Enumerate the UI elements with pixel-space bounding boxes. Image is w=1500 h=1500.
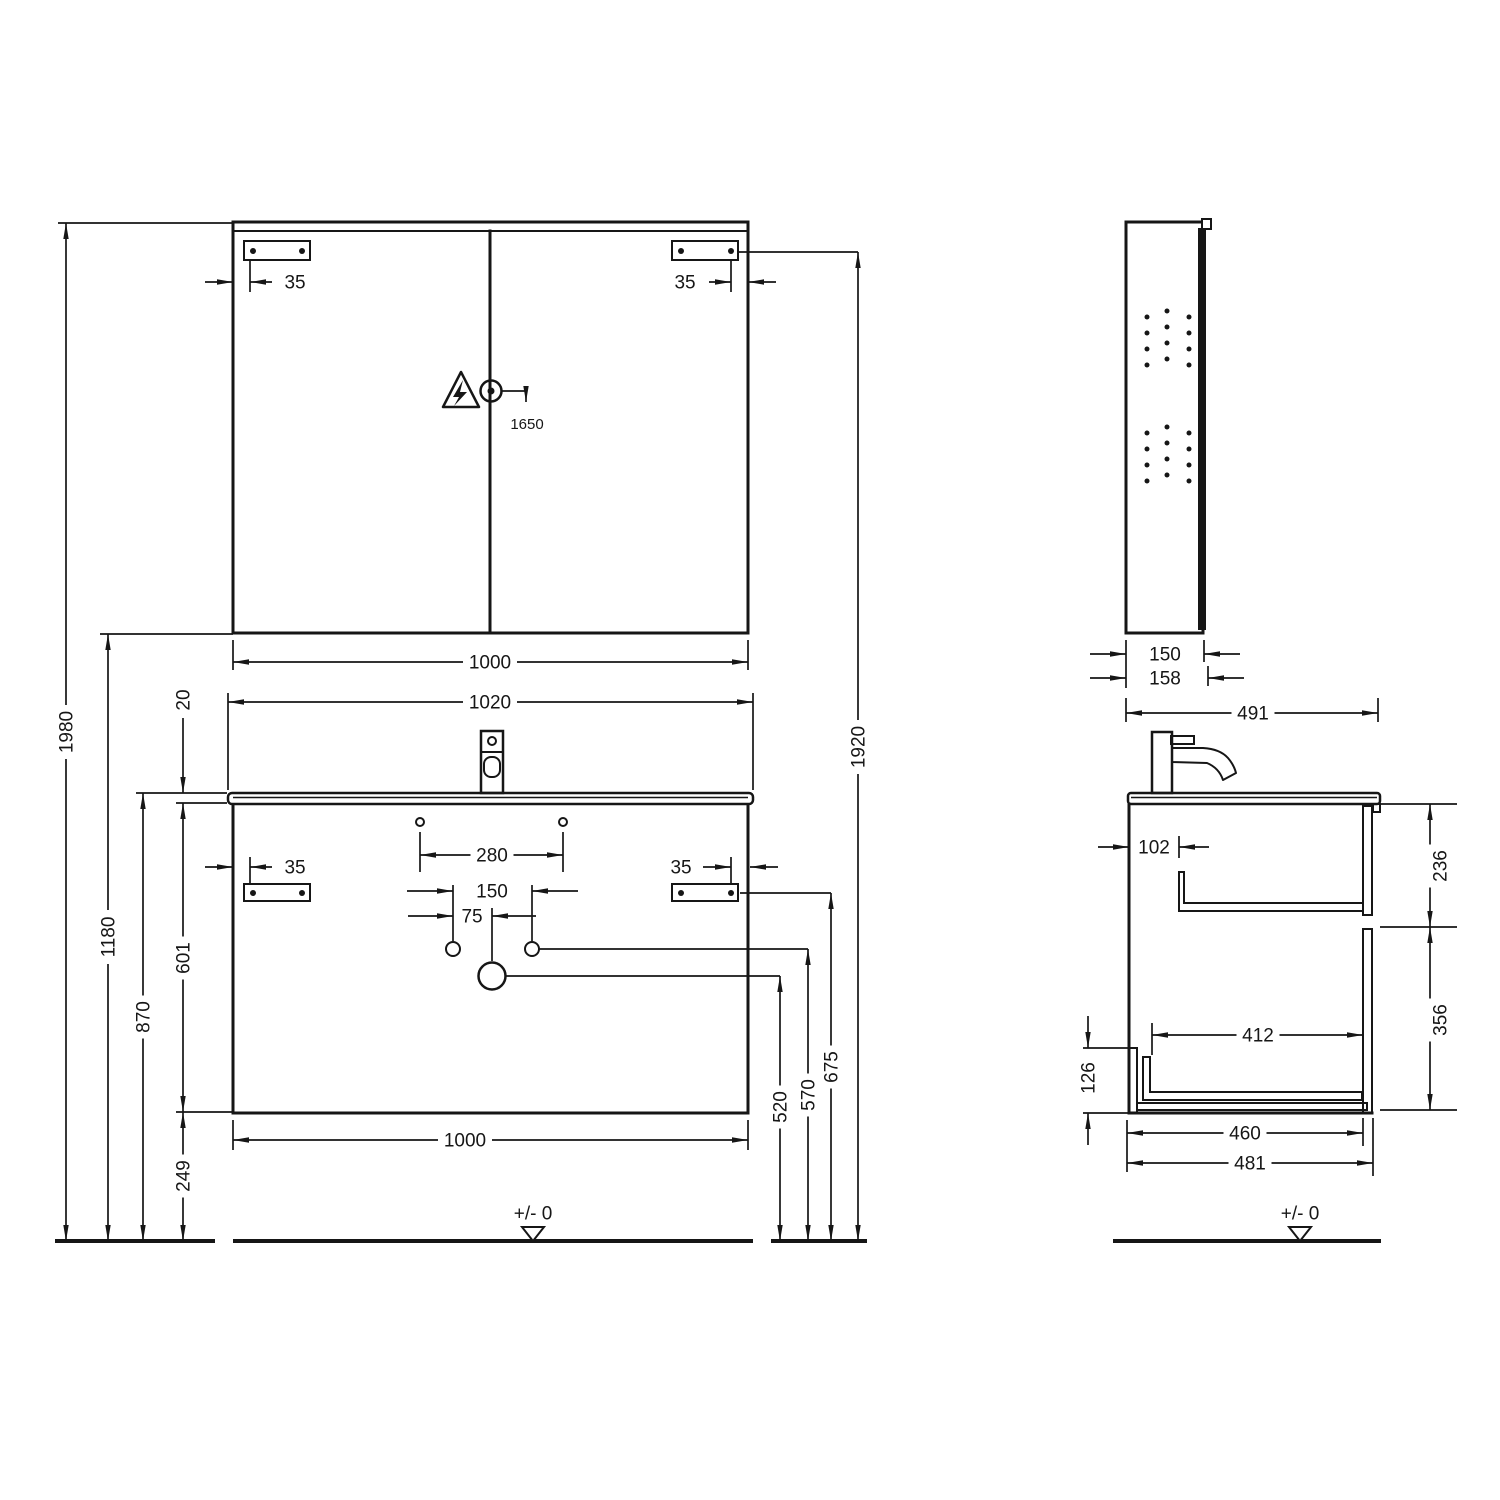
- dim-label-mirror-bracket-left: [279, 271, 311, 294]
- svg-text:280: 280: [476, 845, 508, 867]
- svg-text:1000: 1000: [468, 652, 512, 674]
- svg-text:+/- 0: +/- 0: [513, 1203, 553, 1225]
- dim-label-basin-rim: [172, 684, 195, 716]
- datum-symbol-side: [1289, 1227, 1311, 1241]
- dim-label-mirror-width: [463, 651, 517, 674]
- datum-label-side: [1272, 1202, 1328, 1225]
- svg-text:1020: 1020: [468, 692, 512, 714]
- dim-label-depth-with-front: [1229, 1152, 1272, 1175]
- tap-front: [481, 731, 503, 793]
- dim-label-mirror-bottom-height: [97, 910, 120, 964]
- svg-text:520: 520: [770, 1091, 792, 1123]
- dim-label-mirror-bracket-height: [847, 720, 870, 774]
- svg-text:102: 102: [1138, 837, 1170, 859]
- svg-text:150: 150: [1149, 644, 1181, 666]
- datum-symbol-front: [522, 1227, 544, 1241]
- washbasin-front: [228, 731, 753, 804]
- tap-side: [1152, 732, 1236, 793]
- dim-label-vanity-bracket-left: [279, 856, 311, 879]
- dim-label-supply-height: [797, 1074, 820, 1117]
- dim-label-hole-spacing: [471, 844, 514, 867]
- svg-text:601: 601: [173, 942, 195, 974]
- dim-label-mirror-depth: [1144, 643, 1187, 666]
- svg-text:35: 35: [670, 857, 692, 879]
- svg-text:1920: 1920: [848, 725, 870, 769]
- drain-hole: [479, 963, 506, 990]
- svg-text:570: 570: [798, 1079, 820, 1111]
- dim-label-upper-section: [1429, 845, 1452, 888]
- vanity-side: [1128, 732, 1380, 1113]
- upper-drawer-front: [1363, 806, 1372, 915]
- svg-text:35: 35: [674, 272, 696, 294]
- dim-label-drawer-depth: [1237, 1024, 1280, 1047]
- dim-label-side-bracket-height: [1077, 1057, 1100, 1100]
- power-outlet-symbol: [481, 381, 527, 403]
- supply-hole-right: [525, 942, 539, 956]
- svg-text:460: 460: [1229, 1123, 1261, 1145]
- vanity-hanger-bracket-left: [244, 884, 310, 901]
- vanity-hanger-bracket-right: [672, 884, 738, 901]
- lower-drawer-front: [1363, 929, 1372, 1113]
- fixing-hole-left: [416, 818, 424, 826]
- dim-label-bracket-offset: [1133, 836, 1176, 859]
- lower-rail: [1143, 1057, 1362, 1100]
- svg-text:249: 249: [173, 1160, 195, 1192]
- dim-label-bracket-height: [820, 1046, 843, 1089]
- ventilation-holes: [1145, 309, 1192, 484]
- supply-hole-left: [446, 942, 460, 956]
- svg-text:491: 491: [1237, 703, 1269, 725]
- dim-label-cabinet-width: [438, 1129, 492, 1152]
- side-view: [1083, 219, 1457, 1241]
- svg-text:35: 35: [284, 272, 306, 294]
- dim-label-cabinet-depth: [1224, 1122, 1267, 1145]
- dim-label-lower-section: [1429, 999, 1452, 1042]
- svg-text:+/- 0: +/- 0: [1280, 1203, 1320, 1225]
- datum-label-front: [505, 1202, 561, 1225]
- dim-label-supply-offset: [456, 905, 488, 928]
- svg-text:870: 870: [133, 1001, 155, 1033]
- svg-text:20: 20: [173, 689, 195, 711]
- svg-text:356: 356: [1430, 1004, 1452, 1036]
- front-view: [55, 222, 867, 1241]
- dim-label-vanity-bracket-right: [665, 856, 697, 879]
- svg-text:236: 236: [1430, 850, 1452, 882]
- svg-text:1980: 1980: [56, 710, 78, 754]
- fixing-hole-right: [559, 818, 567, 826]
- mirror-cabinet-side: [1126, 219, 1211, 633]
- dim-label-mirror-depth-total: [1144, 667, 1187, 690]
- bottom-panel: [1137, 1103, 1367, 1110]
- mirror-hanger-bracket-right: [672, 241, 738, 260]
- svg-text:1000: 1000: [443, 1130, 487, 1152]
- svg-text:150: 150: [476, 881, 508, 903]
- svg-text:158: 158: [1149, 668, 1181, 690]
- dim-label-floor-clearance: [172, 1155, 195, 1198]
- dim-label-overall-height: [55, 705, 78, 759]
- svg-text:35: 35: [284, 857, 306, 879]
- dim-label-vanity-depth-total: [1232, 702, 1275, 725]
- mirror-hanger-bracket-left: [244, 241, 310, 260]
- vanity-cabinet-front: [233, 252, 858, 1113]
- svg-text:675: 675: [821, 1051, 843, 1083]
- electrical-warning-icon: [443, 372, 479, 407]
- dim-label-mirror-bracket-right: [669, 271, 701, 294]
- svg-text:412: 412: [1242, 1025, 1274, 1047]
- mirror-door-panel: [1198, 228, 1206, 630]
- dim-label-socket-height: [508, 415, 546, 433]
- upper-hanging-rail: [1179, 872, 1363, 911]
- svg-text:75: 75: [461, 906, 483, 928]
- dim-label-basin-top-height: [132, 996, 155, 1039]
- svg-text:481: 481: [1234, 1153, 1266, 1175]
- svg-text:126: 126: [1078, 1062, 1100, 1094]
- svg-text:1180: 1180: [98, 916, 120, 958]
- dim-label-drain-height: [769, 1086, 792, 1129]
- dim-label-basin-width: [463, 691, 517, 714]
- dim-label-cabinet-height: [172, 937, 195, 980]
- dim-label-supply-spacing: [471, 880, 514, 903]
- svg-text:1650: 1650: [510, 416, 544, 433]
